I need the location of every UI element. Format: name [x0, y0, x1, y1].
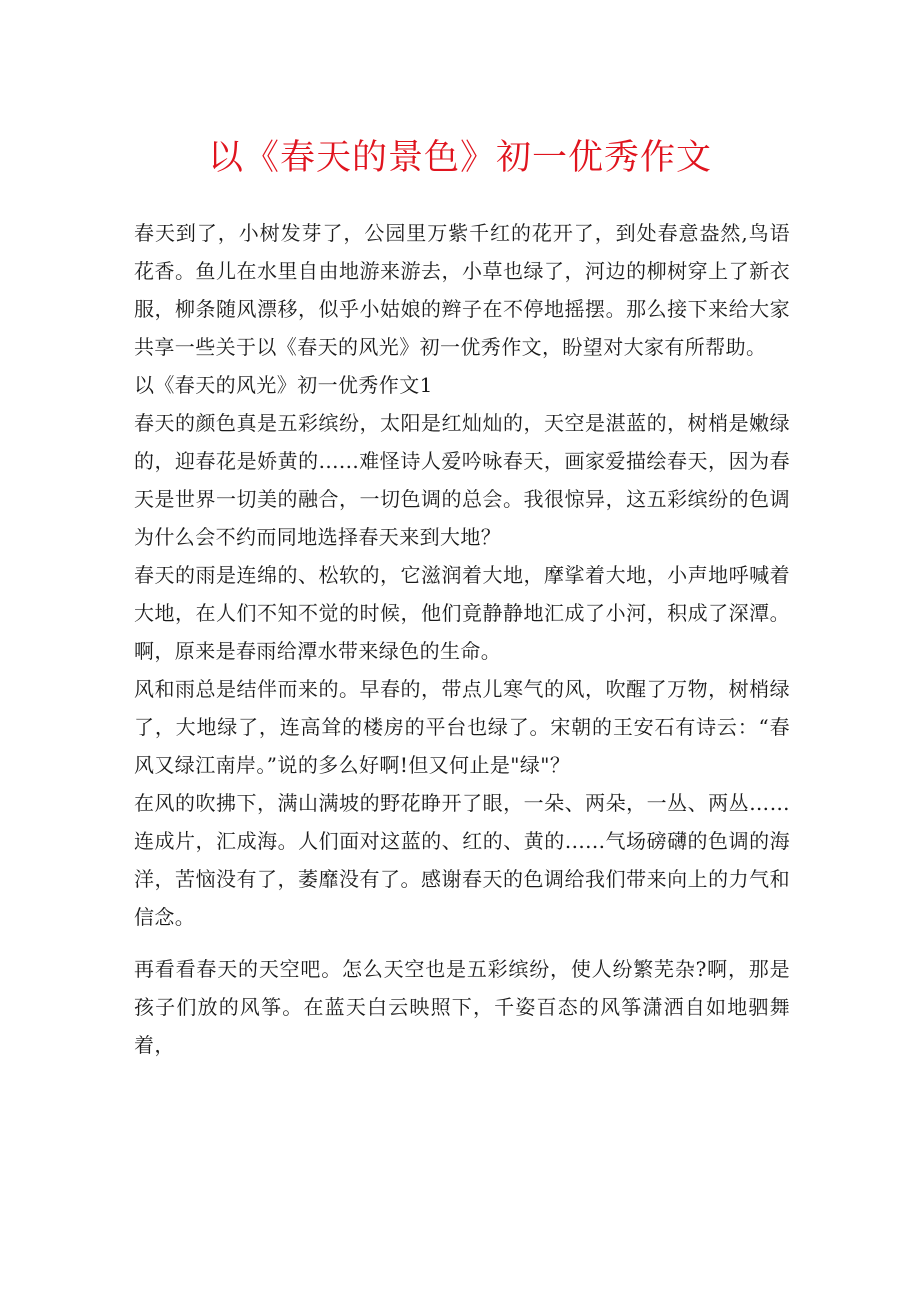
section-heading: 以《春天的风光》初一优秀作文1 [134, 373, 433, 397]
body-paragraph: 春天的颜色真是五彩缤纷，太阳是红灿灿的，天空是湛蓝的，树梢是嫩绿的，迎春花是娇黄的......难怪诗人爱吟咏春天，画家爱描绘春天，因为春天是世界一切美的融合，一切色调的总会。我很惊异，这五彩缤纷的色调为什么会不约而同地选择春天来到大地？ [134, 411, 790, 549]
body-paragraph: 春天的雨是连绵的、松软的，它滋润着大地，摩挲着大地，小声地呼喊着大地，在人们不知不觉的时候，他们竟静静地汇成了小河，积成了深潭。啊，原来是春雨给潭水带来绿色的生命。 [134, 563, 790, 663]
body-paragraph: 在风的吹拂下，满山满坡的野花睁开了眼，一朵、两朵，一丛、两丛……连成片，汇成海。人们面对这蓝的、红的、黄的......气场磅礴的色调的海洋，苦恼没有了，萎靡没有了。感谢春天的色调给我们带来向上的力气和信念。 [134, 791, 790, 929]
intro-paragraph: 春天到了，小树发芽了，公园里万紫千红的花开了，到处春意盎然,鸟语花香。鱼儿在水里自由地游来游去，小草也绿了，河边的柳树穿上了新衣服，柳条随风漂移，似乎小姑娘的辫子在不停地摇摆。那么接下来给大家共享一些关于以《春天的风光》初一优秀作文，盼望对大家有所帮助。 [134, 221, 790, 359]
body-paragraph: 再看看春天的天空吧。怎么天空也是五彩缤纷，使人纷繁芜杂?啊，那是孩子们放的风筝。在蓝天白云映照下，千姿百态的风筝潇洒自如地驷舞着， [134, 957, 790, 1057]
document-body [134, 214, 790, 1064]
document-title: 以《春天的景色》初一优秀作文 [207, 138, 712, 178]
paragraph-spacer [134, 936, 790, 950]
body-paragraph: 风和雨总是结伴而来的。早春的，带点儿寒气的风，吹醒了万物，树梢绿了，大地绿了，连高耸的楼房的平台也绿了。宋朝的王安石有诗云：“春风又绿江南岸。”说的多么好啊!但又何止是"绿"？ [134, 677, 790, 777]
